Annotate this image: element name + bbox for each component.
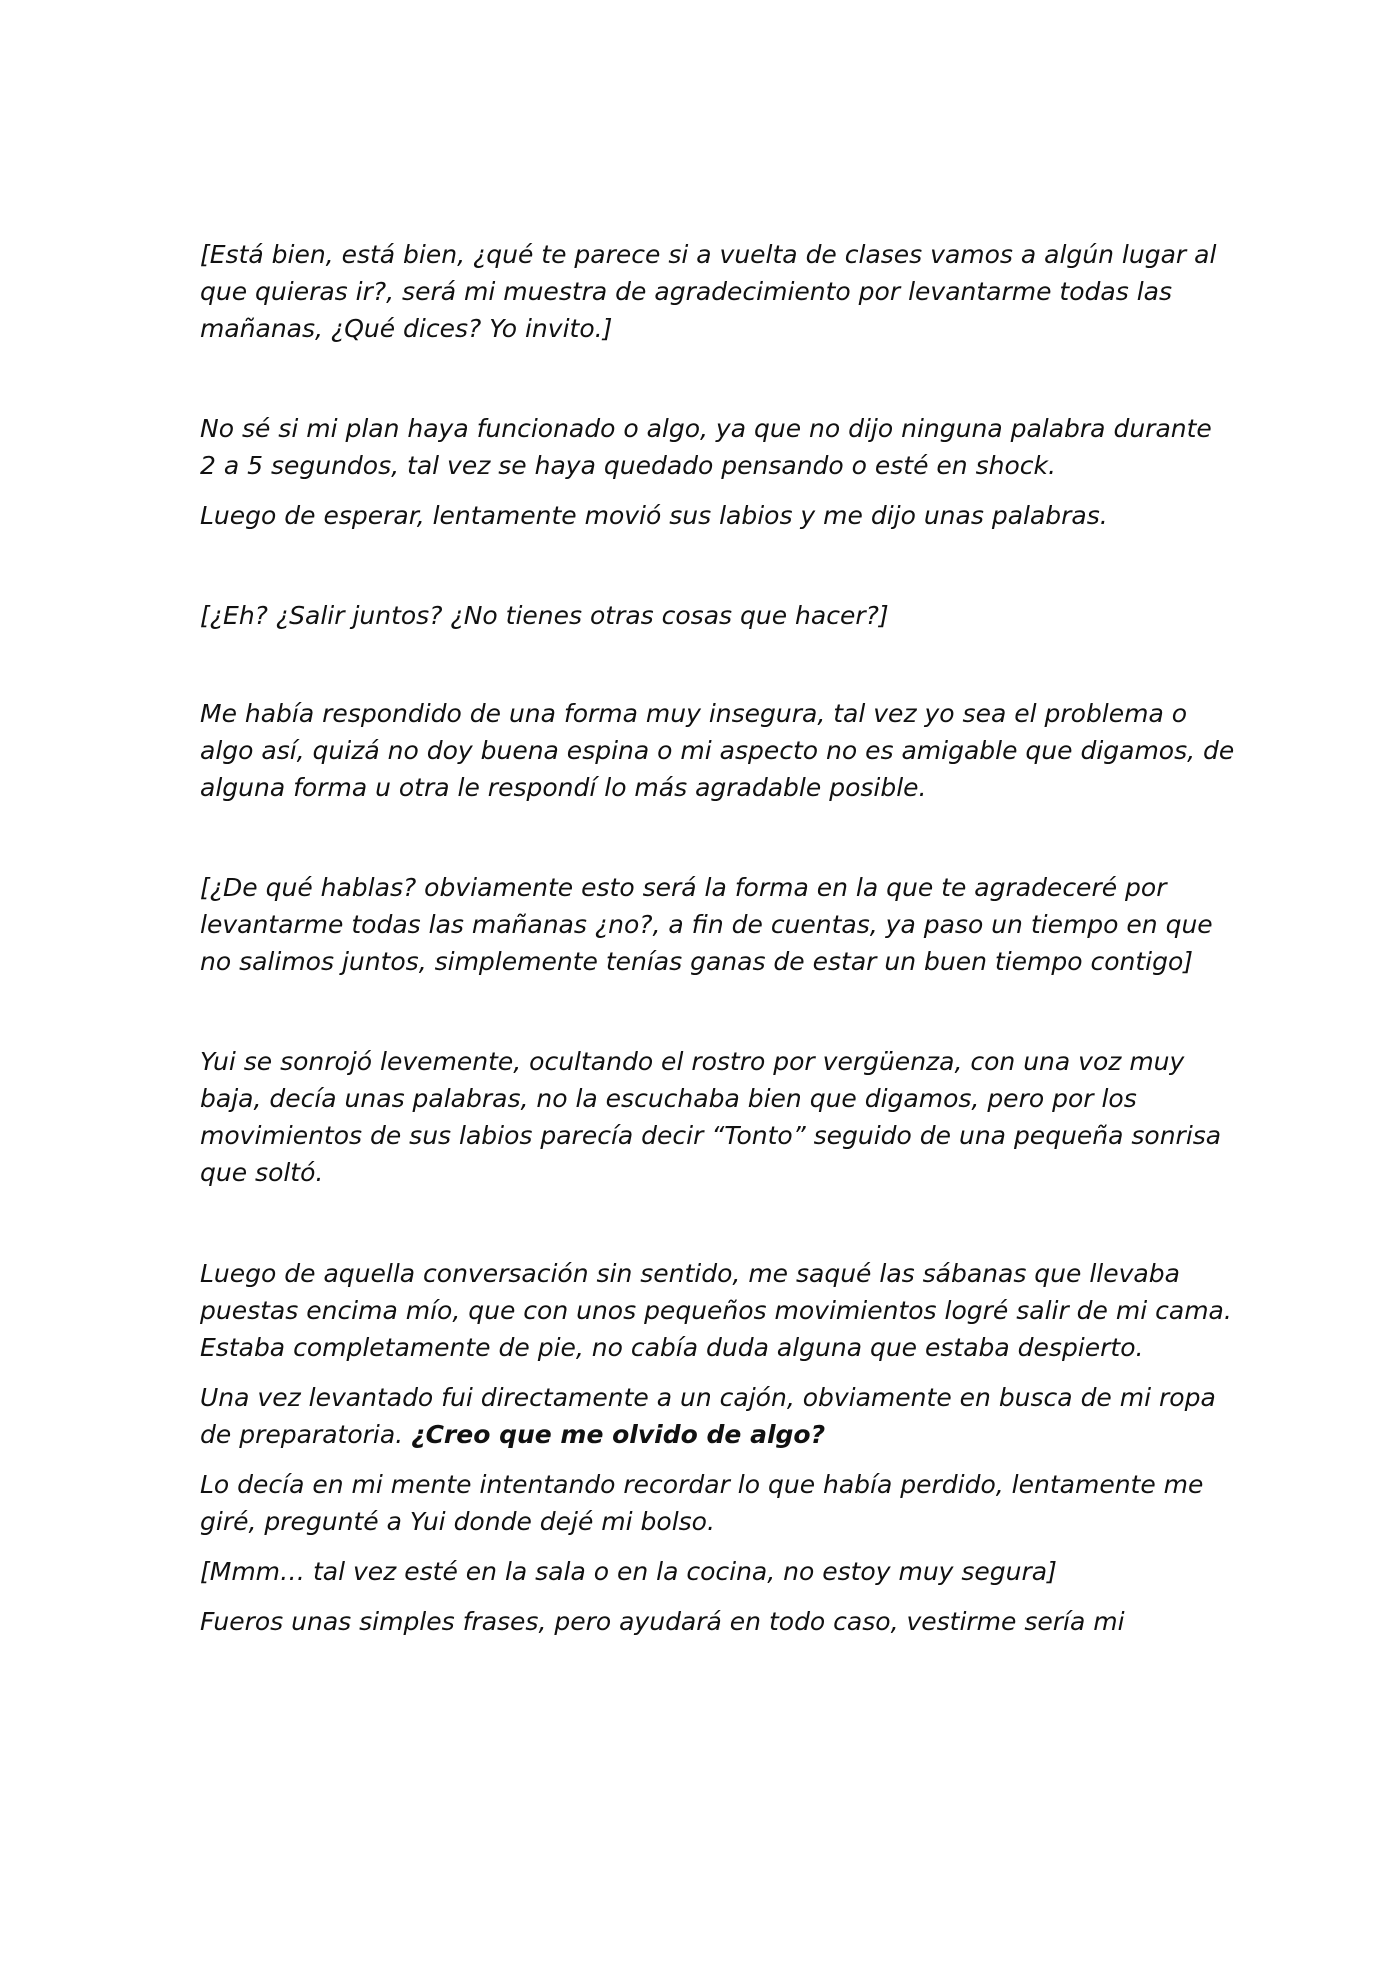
paragraph-line: [Mmm… tal vez esté en la sala o en la cocina, no estoy muy segura] [200, 1557, 1057, 1586]
paragraph-2 [200, 410, 1220, 484]
paragraph-line: baja, decía unas palabras, no la escuchaba bien que digamos, pero por los [200, 1084, 1137, 1113]
paragraph-line: levantarme todas las mañanas ¿no?, a fin de cuentas, ya paso un tiempo en que [200, 910, 1213, 939]
paragraph-line: no salimos juntos, simplemente tenías ganas de estar un buen tiempo contigo] [200, 947, 1194, 976]
paragraph-line: [¿De qué hablas? obviamente esto será la forma en la que te agradeceré por [200, 873, 1167, 902]
paragraph-line: 2 a 5 segundos, tal vez se haya quedado pensando o esté en shock. [200, 451, 1056, 480]
bold-thought: ¿Creo que me olvido de algo? [411, 1420, 826, 1449]
paragraph-7 [200, 1043, 1220, 1191]
paragraph-line: Fueros unas simples frases, pero ayudará en todo caso, vestirme sería mi [200, 1607, 1125, 1636]
paragraph-3 [200, 497, 1220, 534]
paragraph-9 [200, 1379, 1220, 1453]
paragraph-4 [200, 597, 1220, 634]
paragraph-line: alguna forma u otra le respondí lo más agradable posible. [200, 773, 927, 802]
paragraph-line: mañanas, ¿Qué dices? Yo invito.] [200, 314, 613, 343]
paragraph-line: Luego de aquella conversación sin sentido, me saqué las sábanas que llevaba [200, 1259, 1180, 1288]
paragraph-12 [200, 1603, 1220, 1640]
paragraph-line: Yui se sonrojó levemente, ocultando el rostro por vergüenza, con una voz muy [200, 1047, 1185, 1076]
paragraph-line-mixed [200, 1416, 1220, 1453]
paragraph-8 [200, 1255, 1232, 1366]
paragraph-1 [200, 236, 1220, 347]
plain-text: de preparatoria. [200, 1420, 412, 1449]
paragraph-line: Me había respondido de una forma muy insegura, tal vez yo sea el problema o [200, 699, 1188, 728]
paragraph-6 [200, 869, 1220, 980]
paragraph-line: puestas encima mío, que con unos pequeños movimientos logré salir de mi cama. [200, 1296, 1232, 1325]
paragraph-5 [200, 695, 1235, 806]
paragraph-line: que quieras ir?, será mi muestra de agradecimiento por levantarme todas las [200, 277, 1172, 306]
paragraph-line: [Está bien, está bien, ¿qué te parece si a vuelta de clases vamos a algún lugar al [200, 240, 1217, 269]
paragraph-line: No sé si mi plan haya funcionado o algo, ya que no dijo ninguna palabra durante [200, 414, 1212, 443]
paragraph-line: Lo decía en mi mente intentando recordar lo que había perdido, lentamente me [200, 1470, 1204, 1499]
paragraph-line: Luego de esperar, lentamente movió sus labios y me dijo unas palabras. [200, 501, 1108, 530]
paragraph-10 [200, 1466, 1220, 1540]
paragraph-line: algo así, quizá no doy buena espina o mi aspecto no es amigable que digamos, de [200, 736, 1235, 765]
paragraph-line: Una vez levantado fui directamente a un cajón, obviamente en busca de mi ropa [200, 1383, 1216, 1412]
paragraph-line: Estaba completamente de pie, no cabía duda alguna que estaba despierto. [200, 1333, 1144, 1362]
paragraph-line: movimientos de sus labios parecía decir “Tonto” seguido de una pequeña sonrisa [200, 1121, 1222, 1150]
paragraph-line: giré, pregunté a Yui donde dejé mi bolso. [200, 1507, 715, 1536]
paragraph-line: [¿Eh? ¿Salir juntos? ¿No tienes otras cosas que hacer?] [200, 601, 889, 630]
paragraph-line: que soltó. [200, 1158, 324, 1187]
paragraph-11 [200, 1553, 1220, 1590]
